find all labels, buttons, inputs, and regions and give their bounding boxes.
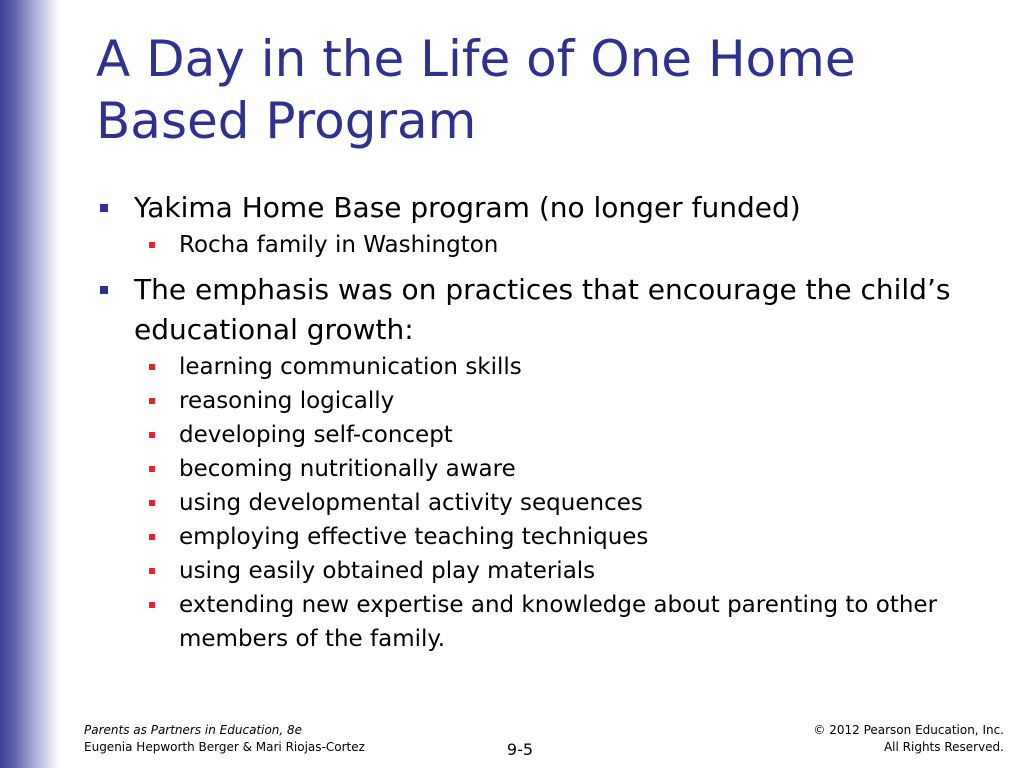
square-bullet-icon [149, 432, 155, 438]
sub-bullet-item [134, 554, 996, 588]
sub-bullet-item [134, 452, 996, 486]
bullet-list [96, 188, 996, 656]
square-bullet-icon [149, 466, 155, 472]
sub-bullet-text: using developmental activity sequences [179, 490, 643, 516]
copyright-text: © 2012 Pearson Education, Inc. [813, 723, 1004, 737]
sub-bullet-item [134, 384, 996, 418]
sub-bullet-list [134, 228, 996, 262]
square-bullet-icon [149, 534, 155, 540]
sub-bullet-item [134, 418, 996, 452]
bullet-item [96, 270, 996, 656]
sub-bullet-list [134, 350, 996, 656]
bullet-text: The emphasis was on practices that encourage the child’s educational growth: [134, 273, 951, 346]
footer-book-title: Parents as Partners in Education, 8e [84, 723, 303, 737]
square-bullet-icon [149, 398, 155, 404]
square-bullet-icon [100, 204, 108, 212]
sub-bullet-item [134, 486, 996, 520]
square-bullet-icon [149, 602, 155, 608]
sub-bullet-text: Rocha family in Washington [179, 232, 499, 258]
slide-title [96, 28, 996, 152]
bullet-text: Yakima Home Base program (no longer funded) [134, 191, 801, 224]
sub-bullet-text: extending new expertise and knowledge about parenting to other members of the family. [179, 592, 938, 652]
sub-bullet-text: learning communication skills [179, 354, 522, 380]
sub-bullet-text: using easily obtained play materials [179, 558, 596, 584]
square-bullet-icon [149, 242, 155, 248]
square-bullet-icon [149, 500, 155, 506]
sub-bullet-text: employing effective teaching techniques [179, 524, 649, 550]
sub-bullet-text: developing self-concept [179, 422, 453, 448]
footer-copyright [813, 722, 1004, 756]
sub-bullet-item [134, 228, 996, 262]
footer-citation [84, 722, 365, 756]
sub-bullet-item [134, 588, 996, 656]
sub-bullet-item [134, 520, 996, 554]
sub-bullet-text: becoming nutritionally aware [179, 456, 516, 482]
square-bullet-icon [149, 364, 155, 370]
footer-authors: Eugenia Hepworth Berger & Mari Riojas-Cortez [84, 740, 365, 754]
page-number: 9-5 [506, 740, 534, 759]
square-bullet-icon [100, 286, 108, 294]
square-bullet-icon [149, 568, 155, 574]
side-gradient-bar [0, 0, 60, 768]
rights-text: All Rights Reserved. [883, 740, 1004, 754]
title-line-1: A Day in the Life of One Home [96, 30, 856, 88]
bullet-item [96, 188, 996, 262]
title-line-2: Based Program [96, 92, 477, 150]
sub-bullet-item [134, 350, 996, 384]
sub-bullet-text: reasoning logically [179, 388, 395, 414]
